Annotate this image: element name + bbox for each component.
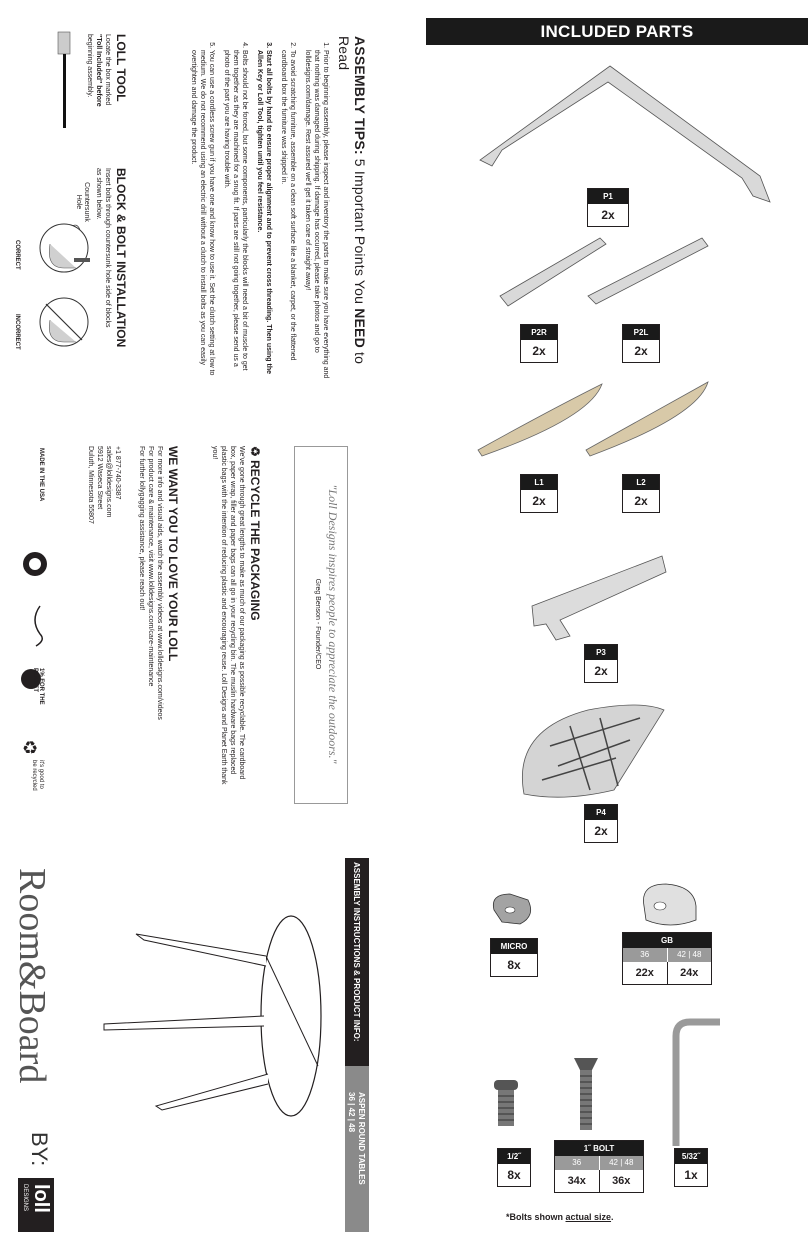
love-text: For product care & maintenance, visit www.lolldesigns.com/care-maintenance xyxy=(147,446,154,687)
tips-title-bold: ASSEMBLY TIPS: xyxy=(352,36,368,155)
micro-block-drawing xyxy=(493,894,530,924)
part-qty: 2x xyxy=(594,824,608,838)
one-bolt-size-a: 36 xyxy=(555,1156,600,1170)
gb-qty-b: 24x xyxy=(680,967,699,979)
part-qty: 1x xyxy=(684,1168,698,1182)
hardware-illustrations xyxy=(480,876,720,1146)
one-bolt-table xyxy=(554,1140,644,1193)
incorrect-label: INCORRECT xyxy=(14,314,20,350)
part-p2r-tag xyxy=(520,324,558,363)
original-badge-icon xyxy=(22,600,50,650)
gb-qty-a: 22x xyxy=(623,962,668,984)
assembly-tips-title xyxy=(336,36,368,381)
tips-title-need: NEED xyxy=(352,308,368,348)
bolts-footnote xyxy=(506,1212,614,1222)
one-bolt-qty-b: 36x xyxy=(612,1175,631,1187)
recycle-title xyxy=(248,446,262,786)
love-title: WE WANT YOU TO LOVE YOUR LOLL xyxy=(166,446,180,662)
recycled-line1: it's good to xyxy=(38,760,44,789)
one-inch-bolt-drawing xyxy=(574,1058,598,1130)
part-code: L1 xyxy=(521,475,557,490)
instructions-strip-text: ASSEMBLY INSTRUCTIONS & PRODUCT INFO: xyxy=(352,862,361,1042)
recycled-badge xyxy=(30,760,44,820)
one-bolt-qty-a: 34x xyxy=(555,1170,600,1192)
part-qty: 2x xyxy=(634,494,648,508)
part-p2l-tag xyxy=(622,324,660,363)
assembly-tips-section xyxy=(183,36,368,381)
part-code: P4 xyxy=(585,805,617,820)
contact-street: 5912 Waseca Street xyxy=(96,446,103,510)
part-code: L2 xyxy=(623,475,659,490)
product-name: ASPEN ROUND TABLES xyxy=(357,1092,366,1185)
part-p4-drawing xyxy=(522,705,664,797)
part-qty: 2x xyxy=(634,344,648,358)
love-section xyxy=(137,446,180,786)
one-bolt-size-b: 42 | 48 xyxy=(609,1158,634,1167)
countersunk-label xyxy=(74,172,90,232)
quote-content xyxy=(314,454,340,794)
part-qty: 2x xyxy=(532,344,546,358)
hex-key-drawing xyxy=(676,1022,720,1146)
by-label: BY: xyxy=(27,1132,52,1167)
part-l1-tag xyxy=(520,474,558,513)
one-bolt-code: 1˝ BOLT xyxy=(555,1141,643,1156)
loll-logo-designs: DESIGNS xyxy=(22,1184,28,1212)
gb-block-drawing xyxy=(643,884,696,925)
gb-code: GB xyxy=(623,933,711,948)
gb-size-b: 42 | 48 xyxy=(677,950,702,959)
part-p2l-drawing xyxy=(588,238,708,304)
tips-list xyxy=(189,36,330,381)
part-p3-tag xyxy=(584,644,618,683)
countersunk-label-line2: Hole xyxy=(75,194,82,210)
love-text: For further lollygagging assistance, please reach out! xyxy=(138,446,145,611)
quote-author: Greg Benson - Founder/CEO xyxy=(314,578,321,670)
footnote-emphasis: actual size xyxy=(565,1212,612,1222)
part-code: 5/32˝ xyxy=(675,1149,707,1164)
contact-phone: +1 877-740-3387 xyxy=(114,446,121,500)
recycle-icon: ♻ xyxy=(248,446,262,457)
recycled-icon: ♻ xyxy=(22,738,39,758)
block-bolt-section xyxy=(94,168,128,368)
part-code: 1/2˝ xyxy=(498,1149,530,1164)
gb-table xyxy=(622,932,712,985)
loll-tool-text: Locate the box marked xyxy=(104,34,111,106)
hex-key-tag xyxy=(674,1148,708,1187)
contact-email: sales@lolldesigns.com xyxy=(105,446,112,518)
half-inch-bolt-drawing xyxy=(494,1080,518,1126)
love-text: For more info and visual aids, watch the assembly videos at www.lolldesigns.com/videos xyxy=(156,446,163,720)
recycle-section xyxy=(210,446,262,786)
tip-item: 3. Start all bolts by hand to ensure proper alignment and to prevent cross threading. Then using the Allen Key or Loll Tool, tighten until you feel resistance. xyxy=(255,50,273,381)
part-qty: 2x xyxy=(532,494,546,508)
part-p3-drawing xyxy=(532,556,666,640)
header-title: INCLUDED PARTS xyxy=(540,21,694,41)
tip-item: 1. Prior to beginning assembly, please inspect and inventory the parts to make sure you have everything and that nothing was damaged during shipping. If damage has occurred, please take photos and go to lolldesigns.com/damage. Rest assured we'll get it taken care of straight away! xyxy=(303,50,330,381)
contact-city: Duluth, Minnesota 55807 xyxy=(87,446,94,524)
included-parts-header xyxy=(426,18,808,45)
made-in-usa-badge: MADE IN THE USA xyxy=(38,448,44,502)
parts-illustrations xyxy=(440,50,808,850)
part-code: P3 xyxy=(585,645,617,660)
product-strip-text xyxy=(346,1092,366,1232)
part-l1-drawing xyxy=(478,384,602,456)
correct-label: CORRECT xyxy=(14,240,20,270)
loll-tool-section xyxy=(85,34,128,144)
block-bolt-title: BLOCK & BOLT INSTALLATION xyxy=(114,168,128,348)
gb-size-a: 36 xyxy=(623,948,668,962)
half-bolt-tag xyxy=(497,1148,531,1187)
part-qty: 2x xyxy=(594,664,608,678)
loll-tool-text: "Toll Included" before xyxy=(95,34,102,107)
tips-title-end: to Read xyxy=(336,36,368,365)
tip-item: 5. You can use a cordless screw gun if you have one and know how to use it. Set the clutch setting at low to medium. We do not recommend using an electric drill without a clutch to install bolts as you can easily overtighten and damage the product. xyxy=(189,50,216,381)
footnote-prefix: *Bolts shown xyxy=(506,1212,566,1222)
part-qty: 8x xyxy=(507,958,521,972)
contact-section xyxy=(86,446,122,606)
loll-tool-text: beginning assembly. xyxy=(86,34,93,98)
part-p1-drawing xyxy=(480,66,770,202)
loll-tool-title: LOLL TOOL xyxy=(114,34,128,102)
part-p1-tag xyxy=(587,188,629,227)
part-l2-drawing xyxy=(586,382,708,456)
tip-item: 4. Bolts should not be forced, but some components, particularly the blocks will need a bit of muscle to get them together as they are machined for a snug fit. If parts are still not going together, please send us a photo of the part you are having trouble with. xyxy=(222,50,249,381)
micro-tag xyxy=(490,938,538,977)
recycled-line2: be recycled xyxy=(31,760,37,791)
part-p4-tag xyxy=(584,804,618,843)
recycle-text: We've gone through great lengths to make as much of our packaging as possible recyclable. The cardboard box, paper wrap, filler and paper bags can all go in your recycling bin. The muslin hardware bags replaced plastic bags with the intention of reducing plastic and encouraging reuse. Loll Designs and Planet Earth thank you! xyxy=(211,446,245,785)
loll-tool-icon xyxy=(52,30,74,130)
tip-item: 2. To avoid scratching furniture, assemble on a clean soft surface like a blanket, carpet, or the flattened cardboard box the furniture was shipped in. xyxy=(279,50,297,381)
quote-text: "Loll Designs inspires people to appreciate the outdoors." xyxy=(326,484,340,764)
block-bolt-text: as shown below. xyxy=(95,168,102,220)
part-code: MICRO xyxy=(491,939,537,954)
product-sizes: 36 | 42 | 48 xyxy=(347,1092,356,1133)
recycle-title-text: RECYCLE THE PACKAGING xyxy=(248,460,262,621)
part-code: P1 xyxy=(588,189,628,204)
part-qty: 8x xyxy=(507,1168,521,1182)
loll-logo-text: loll xyxy=(30,1184,52,1213)
part-code: P2L xyxy=(623,325,659,340)
room-board-logo: Room&Board xyxy=(11,868,53,1084)
part-qty: 2x xyxy=(601,208,615,222)
footnote-suffix: . xyxy=(611,1212,614,1222)
part-l2-tag xyxy=(622,474,660,513)
tips-title-light: 5 Important Points You xyxy=(352,154,368,309)
planet-badge: 1% FOR THE PLANET xyxy=(32,668,44,705)
table-illustration xyxy=(96,896,326,1136)
block-bolt-text: Insert bolts through countersunk hole side of blocks xyxy=(104,168,111,328)
countersunk-label-line1: Countersunk xyxy=(83,182,90,222)
part-code: P2R xyxy=(521,325,557,340)
badge-circle-icon xyxy=(22,544,48,584)
